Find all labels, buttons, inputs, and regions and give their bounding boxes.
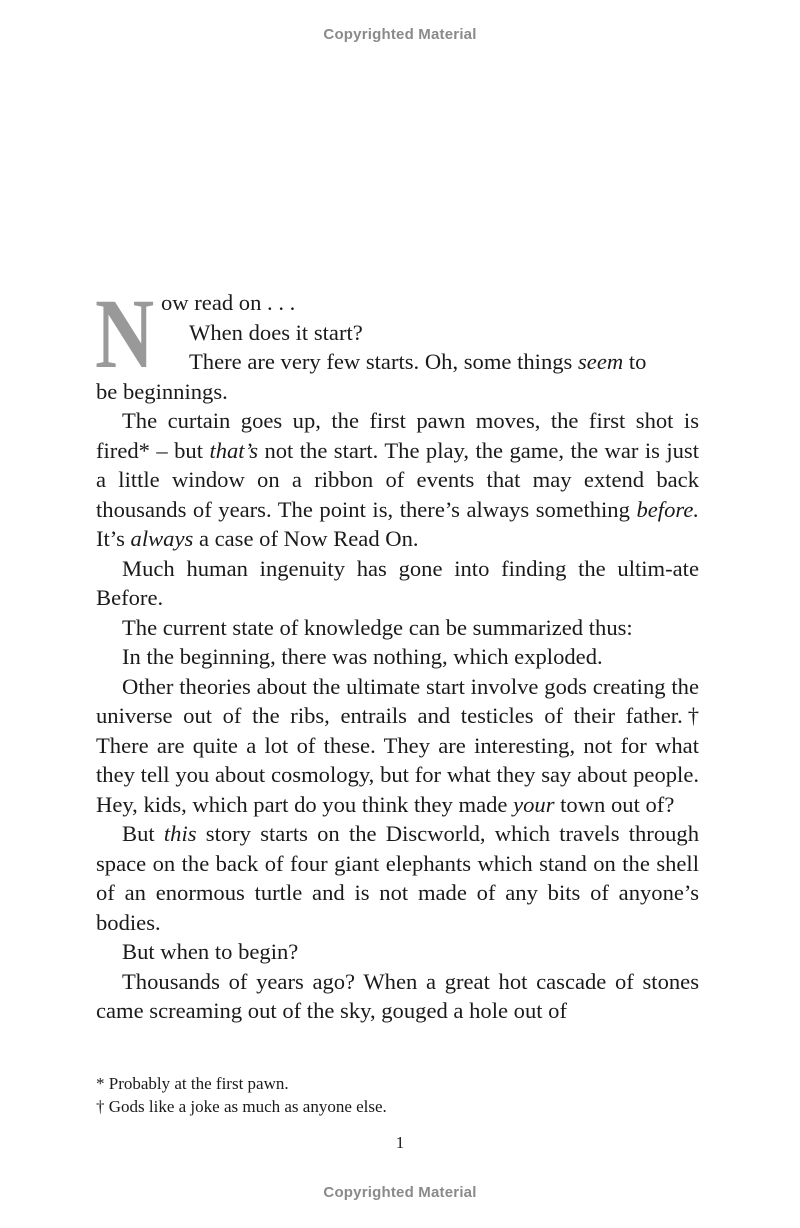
p5-text-b: town out of? [554,791,675,817]
opening-line-3-text-b: to [623,349,647,374]
p1-emphasis-thats: that’s [209,437,258,463]
p5-emphasis-your: your [513,791,555,817]
opening-line-3 [96,347,699,377]
opening-block [95,278,699,406]
paragraph-curtain [96,406,699,554]
footnotes [96,1072,699,1118]
p1-text-d: a case of Now Read On. [193,526,419,551]
drop-cap: N [95,278,155,389]
paragraph-ingenuity: Much human ingenuity has gone into finding the ultim-ate Before. [96,555,699,610]
copyright-watermark-bottom: Copyrighted Material [323,1184,477,1201]
footnote-asterisk: * Probably at the first pawn. [96,1074,289,1093]
opening-line-3-text-a: There are very few starts. Oh, some things [189,349,578,374]
opening-line-1: ow read on . . . [161,290,296,315]
opening-line-4: be beginnings. [96,378,228,404]
p1-text-c: It’s [96,526,131,551]
copyright-watermark-top: Copyrighted Material [323,26,477,43]
paragraph-discworld [96,819,699,937]
p1-text-a: The curtain goes up, the first pawn moves, the first shot is fired* – but [96,408,699,463]
p1-text-b: not the start. The play, the game, the war is just a little window on a ribbon of events that may extend back thousands of years. The point is, there’s always something [96,437,699,522]
p1-emphasis-before: before. [636,496,699,522]
paragraph-thousands: Thousands of years ago? When a great hot cascade of stones came screaming out of the sky, gouged a hole out of [96,968,699,1023]
footnote-dagger: † Gods like a joke as much as anyone else. [96,1097,387,1116]
page-number: 1 [395,1133,405,1152]
paragraph-theories [96,672,699,820]
p6-text-a: But [122,821,164,846]
paragraph-beginning: In the beginning, there was nothing, which exploded. [122,644,603,669]
opening-emphasis-seem: seem [578,349,624,374]
p6-emphasis-this: this [163,821,197,846]
p6-text-b: story starts on the Discworld, which travels through space on the back of four giant elephants which stand on the shell of an enormous turtle and is not made of any bits of anyone’s bodies. [96,821,700,935]
p1-emphasis-always: always [130,526,194,551]
paragraph-knowledge: The current state of knowledge can be summarized thus: [122,614,633,640]
paragraph-when-to-begin: But when to begin? [122,939,299,964]
body-text [95,278,700,1026]
opening-line-2: When does it start? [189,319,363,345]
p5-text-a: Other theories about the ultimate start involve gods creating the universe out of the ribs, entrails and testicles of their father.† There are quite a lot of these. They are interesting, not for what they tell you about cosmology, but for what they say about people. Hey, kids, which part do you think they made [96,673,699,817]
